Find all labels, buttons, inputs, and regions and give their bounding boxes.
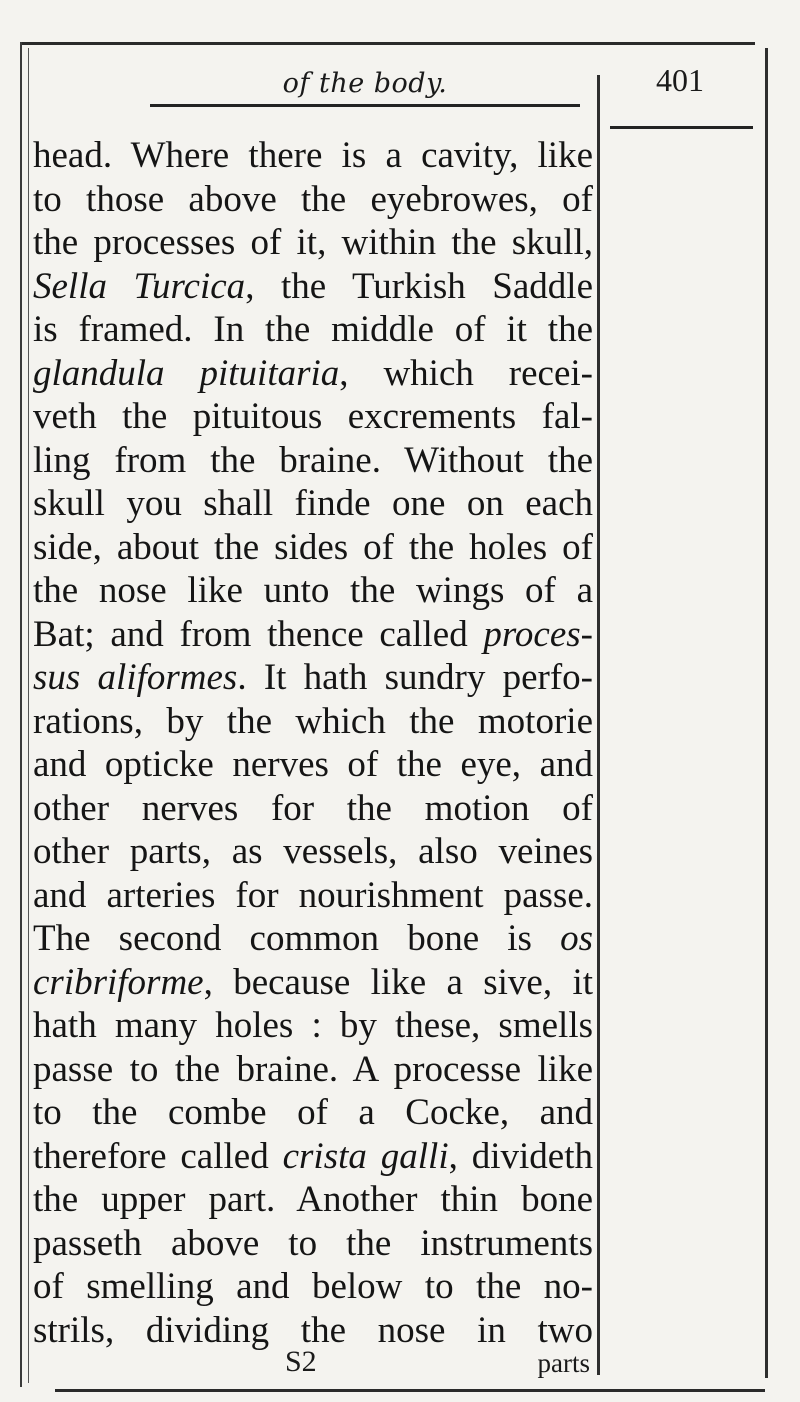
text-line [33,1265,593,1309]
page-number-rule [610,126,753,129]
text-line [33,743,593,787]
text-line [33,1004,593,1048]
italic-term: Sella Turcica [33,265,246,307]
text-segment: to the combe of a Cocke, and [33,1092,593,1133]
text-line [33,787,593,831]
text-segment: the upper part. Another thin bone [33,1179,593,1220]
text-line [33,830,593,874]
running-head: of the body. [282,68,448,99]
catchword: parts [537,1348,590,1378]
frame-rule-top [20,42,755,45]
text-segment: side, about the sides of the holes of [33,526,593,568]
italic-term: crista galli [282,1135,449,1177]
text-line [33,482,593,526]
text-line [33,178,593,222]
text-line [33,308,593,352]
italic-term: cribriforme [33,961,204,1003]
text-segment: skull you shall finde one on each [33,483,593,524]
text-line [33,439,593,483]
text-segment: other parts, as vessels, also veines [33,831,593,872]
text-line [33,917,593,961]
text-line [33,221,593,265]
text-segment: rations, by the which the motorie [33,700,593,742]
text-segment: , because like a sive, it [203,961,593,1003]
text-line [33,1135,593,1179]
text-line [33,1222,593,1266]
text-segment: . It hath sundry perfo- [237,657,593,698]
text-segment: , divideth [448,1135,593,1177]
text-line [33,395,593,439]
running-head-rule [150,104,580,107]
italic-term: sus aliformes [33,657,238,698]
text-segment: is framed. In the middle of it the [33,309,593,350]
frame-rule-left [20,42,22,1387]
text-line [33,1091,593,1135]
italic-term: proces- [483,613,593,655]
frame-rule-bottom [55,1389,765,1392]
italic-term: os [560,918,593,959]
text-segment: , which recei- [339,352,593,394]
text-line [33,526,593,570]
text-segment: other nerves for the motion of [33,787,593,829]
text-segment: the nose like unto the wings of a [33,570,593,611]
text-segment: veth the pituitous excrements fal- [33,396,593,437]
text-segment: and opticke nerves of the eye, and [33,744,593,785]
italic-term: glandula pituitaria [33,352,340,394]
text-line [33,1178,593,1222]
text-segment: hath many holes : by these, smells [33,1005,593,1046]
text-line [33,1048,593,1092]
text-segment: head. Where there is a cavity, like [33,135,593,176]
text-line [33,700,593,744]
body-text [33,134,593,1352]
text-line [33,961,593,1005]
text-line [33,352,593,396]
margin-column-rule [597,75,600,1375]
text-line [33,656,593,700]
text-line [33,134,593,178]
signature-mark: S2 [285,1345,317,1378]
frame-rule-right [765,48,768,1378]
text-segment: and arteries for nourishment passe. [33,874,593,916]
text-segment: of smelling and below to the no- [33,1266,593,1307]
text-segment: strils, dividing the nose in two [33,1309,593,1351]
text-line [33,874,593,918]
text-segment: the processes of it, within the skull, [33,222,593,263]
text-line [33,613,593,657]
text-line [33,265,593,309]
page-number: 401 [656,62,704,98]
text-segment: Bat; and from thence called [33,613,484,655]
text-segment: therefore called [33,1135,283,1177]
text-segment: passe to the braine. A processe like [33,1048,593,1090]
text-segment: , the Turkish Saddle [245,265,593,307]
text-segment: to those above the eyebrowes, of [33,178,593,220]
text-segment: passeth above to the instruments [33,1222,593,1264]
text-segment: The second common bone is [33,918,561,959]
text-segment: ling from the braine. Without the [33,439,593,481]
frame-rule-inner-left [28,48,29,1383]
text-line [33,569,593,613]
